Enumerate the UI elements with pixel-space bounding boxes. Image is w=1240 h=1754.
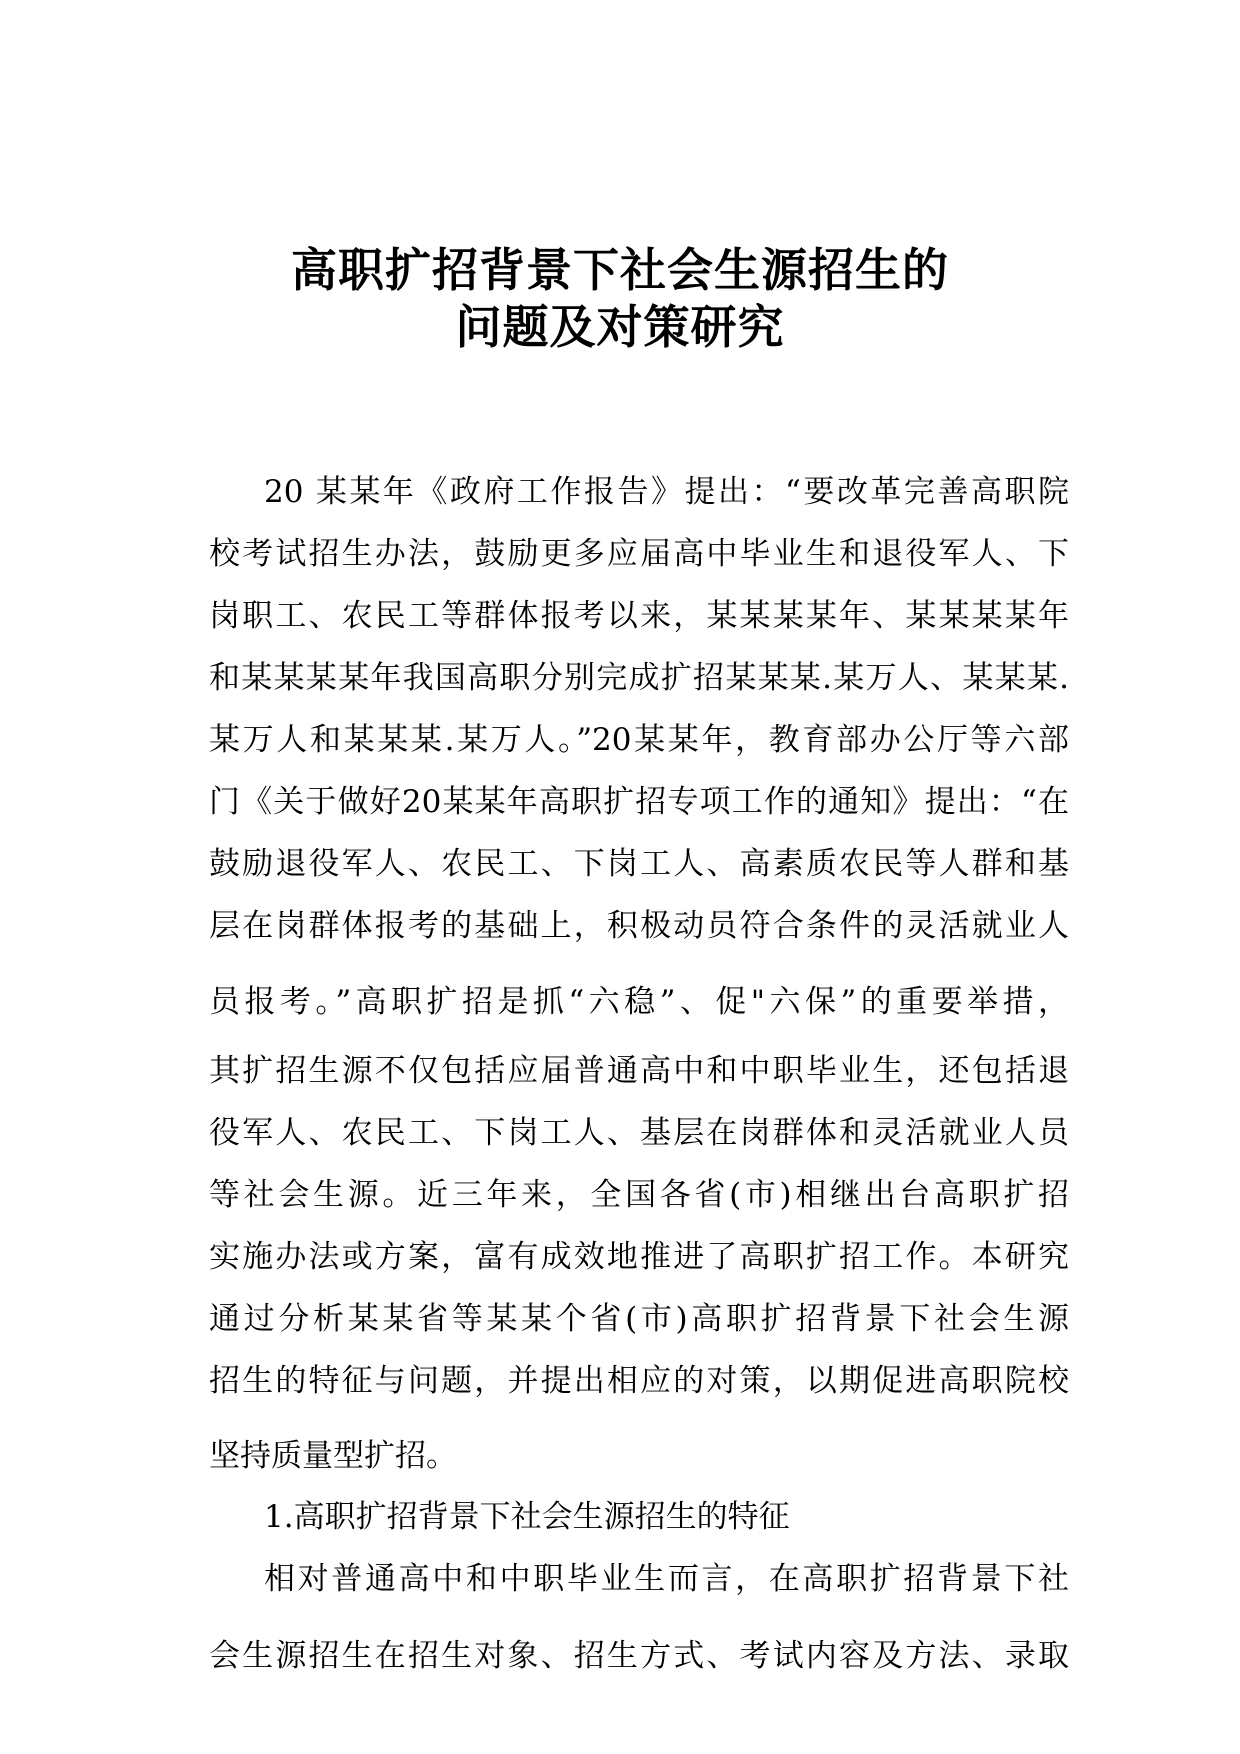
document-title-line-1: 高职扩招背景下社会生源招生的 [291, 243, 949, 297]
body-line-3: 岗职工、农民工等群体报考以来，某某某某年、某某某某年 [209, 598, 1069, 634]
body-line-15: 招生的特征与问题，并提出相应的对策，以期促进高职院校 [209, 1363, 1069, 1399]
body-line-16: 坚持质量型扩招。 [209, 1438, 457, 1474]
document-title-line-2: 问题及对策研究 [455, 300, 785, 354]
body-line-11: 役军人、农民工、下岗工人、基层在岗群体和灵活就业人员 [209, 1115, 1069, 1151]
body-line-10: 其扩招生源不仅包括应届普通高中和中职毕业生，还包括退 [209, 1053, 1069, 1089]
body-line-19: 会生源招生在招生对象、招生方式、考试内容及方法、录取 [209, 1638, 1069, 1674]
section-heading-1: 1.高职扩招背景下社会生源招生的特征 [264, 1499, 790, 1535]
body-line-4: 和某某某某年我国高职分别完成扩招某某某.某万人、某某某. [209, 660, 1069, 696]
body-line-9: 员报考。”高职扩招是抓“六稳”、促"六保”的重要举措， [209, 984, 1069, 1020]
body-line-6: 门《关于做好20某某年高职扩招专项工作的通知》提出：“在 [209, 784, 1069, 820]
body-line-5: 某万人和某某某.某万人。”20某某年，教育部办公厅等六部 [209, 722, 1069, 758]
body-line-18: 相对普通高中和中职毕业生而言，在高职扩招背景下社 [264, 1561, 1069, 1597]
body-line-1: 20 某某年《政府工作报告》提出：“要改革完善高职院 [264, 474, 1069, 510]
body-line-8: 层在岗群体报考的基础上，积极动员符合条件的灵活就业人 [209, 908, 1069, 944]
body-line-2: 校考试招生办法，鼓励更多应届高中毕业生和退役军人、下 [209, 536, 1069, 572]
body-line-13: 实施办法或方案，富有成效地推进了高职扩招工作。本研究 [209, 1239, 1069, 1275]
body-line-12: 等社会生源。近三年来，全国各省(市)相继出台高职扩招 [209, 1177, 1069, 1213]
body-line-14: 通过分析某某省等某某个省(市)高职扩招背景下社会生源 [209, 1301, 1069, 1337]
body-line-7: 鼓励退役军人、农民工、下岗工人、高素质农民等人群和基 [209, 846, 1069, 882]
